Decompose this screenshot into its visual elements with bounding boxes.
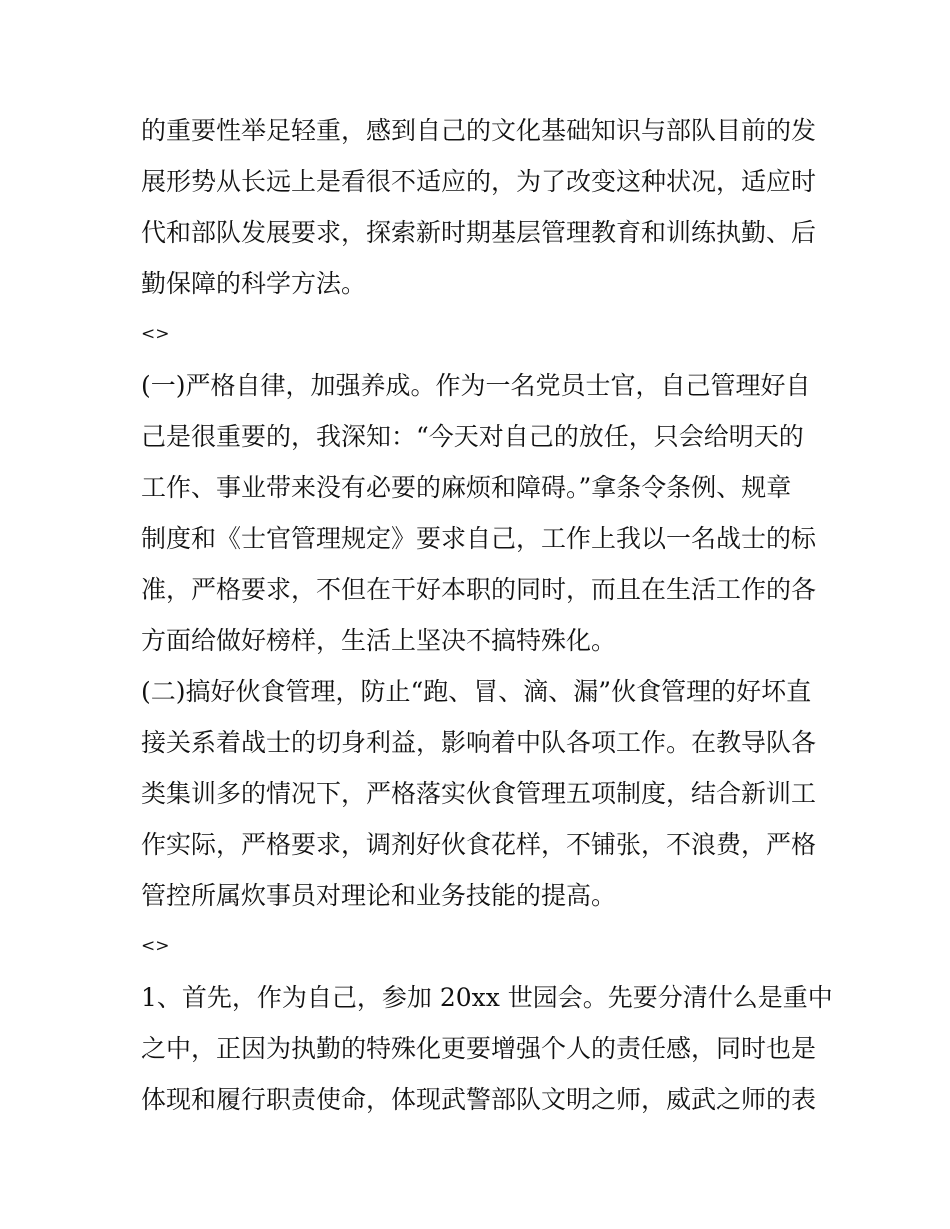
text-line: 类集训多的情况下，严格落实伙食管理五项制度，结合新训工 xyxy=(141,779,817,808)
text-line: (一)严格自律，加强养成。作为一名党员士官，自己管理好自 xyxy=(141,371,811,400)
text-line: 准，严格要求，不但在干好本职的同时，而且在生活工作的各 xyxy=(141,575,817,604)
text-line: 的重要性举足轻重，感到自己的文化基础知识与部队目前的发 xyxy=(141,116,817,145)
text-line: 1、首先，作为自己，参加 20xx 世园会。先要分清什么是重中 xyxy=(141,983,833,1012)
paragraph-3 xyxy=(141,972,833,1125)
text-line: 之中，正因为执勤的特殊化更要增强个人的责任感，同时也是 xyxy=(141,1034,817,1063)
text-line: 制度和《士官管理规定》要求自己，工作上我以一名战士的标 xyxy=(141,524,817,553)
text-line: 己是很重要的，我深知：“今天对自己的放任，只会给明天的 xyxy=(141,422,804,451)
paragraph-2 xyxy=(141,666,817,921)
paragraph-intro xyxy=(141,105,817,309)
text-line: 展形势从长远上是看很不适应的，为了改变这种状况，适应时 xyxy=(141,167,817,196)
text-line: 代和部队发展要求，探索新时期基层管理教育和训练执勤、后 xyxy=(141,218,817,247)
paragraph-1 xyxy=(141,360,817,666)
text-line: 勤保障的科学方法。 xyxy=(141,269,367,298)
text-line: 作实际，严格要求，调剂好伙食花样，不铺张，不浪费，严格 xyxy=(141,830,817,859)
section-separator: <> xyxy=(141,324,170,344)
section-separator: <> xyxy=(141,936,170,956)
text-line: 工作、事业带来没有必要的麻烦和障碍。”拿条令条例、规章 xyxy=(141,473,792,502)
text-line: 管控所属炊事员对理论和业务技能的提高。 xyxy=(141,881,617,910)
text-line: (二)搞好伙食管理，防止“跑、冒、滴、漏”伙食管理的好坏直 xyxy=(141,677,812,706)
text-line: 方面给做好榜样，生活上坚决不搞特殊化。 xyxy=(141,626,617,655)
text-line: 体现和履行职责使命，体现武警部队文明之师，威武之师的表 xyxy=(141,1085,817,1114)
text-line: 接关系着战士的切身利益，影响着中队各项工作。在教导队各 xyxy=(141,728,817,757)
document-page xyxy=(141,105,833,1125)
